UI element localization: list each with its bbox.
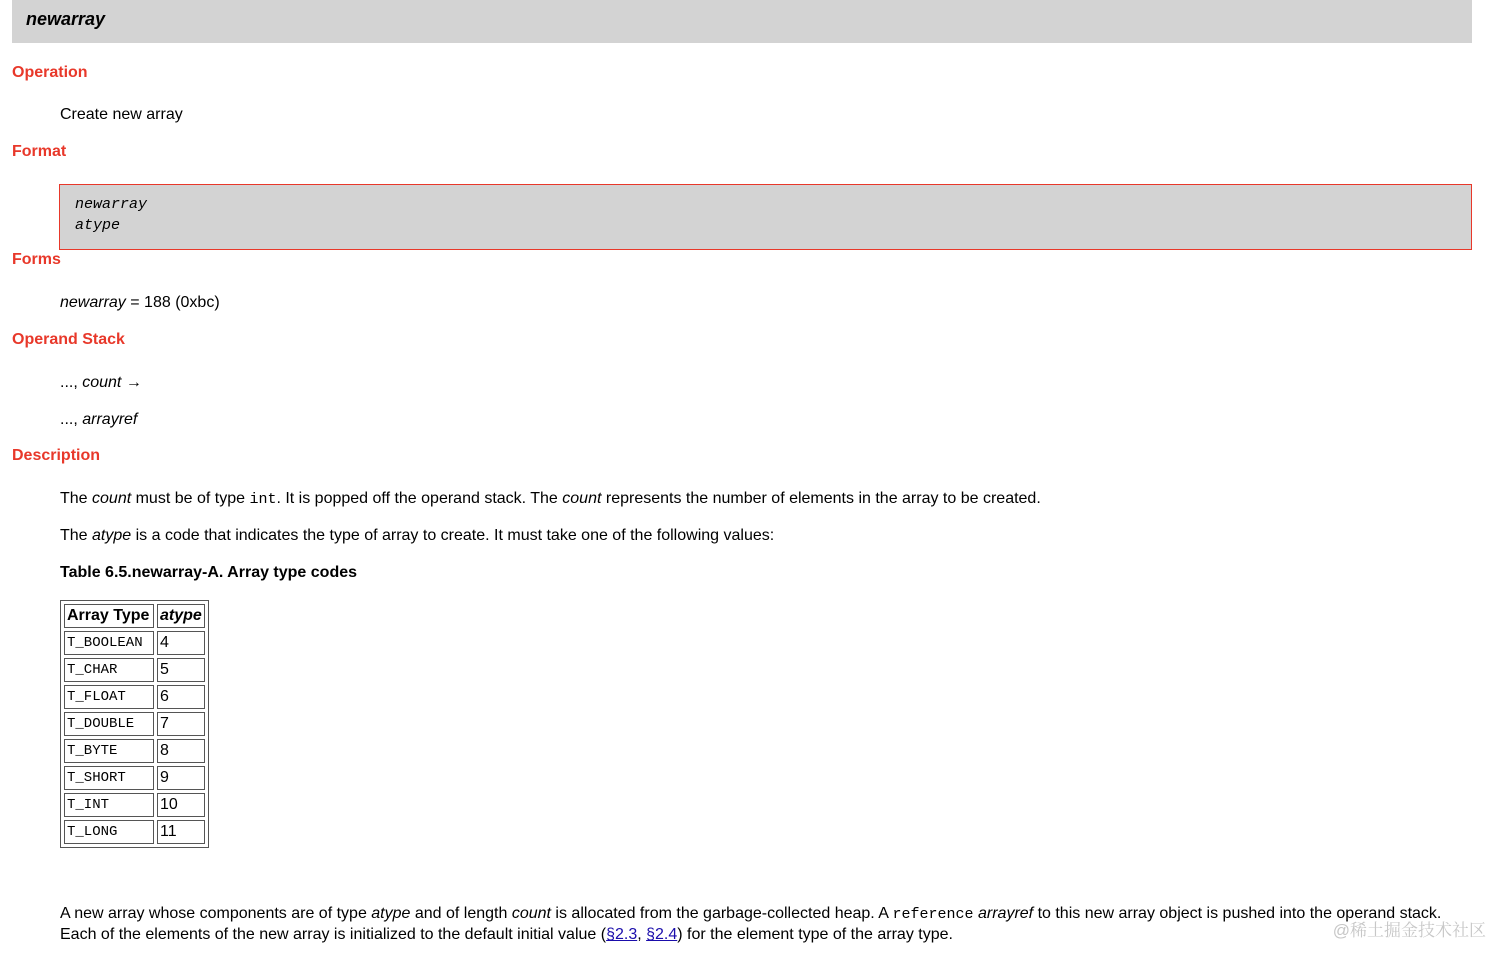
stack-before-prefix: ..., [60,374,83,391]
type-name: T_SHORT [64,766,154,790]
type-code: 4 [157,631,205,655]
heading-operation: Operation [12,64,88,81]
watermark: @稀土掘金技术社区 [1332,921,1486,940]
heading-forms: Forms [12,251,61,268]
page-title: newarray [26,9,106,29]
forms-text [60,294,220,312]
format-box [59,184,1472,250]
heading-description: Description [12,447,101,464]
d3-atype: atype [371,905,411,922]
table-row [64,739,205,763]
d2-atype: atype [92,527,132,544]
type-name: T_BOOLEAN [64,631,154,655]
heading-operand-stack: Operand Stack [12,331,125,348]
d3-count: count [511,905,551,922]
type-name: T_FLOAT [64,685,154,709]
description-para-2 [60,527,774,545]
d1-count: count [92,490,132,507]
table-row [64,631,205,655]
stack-after-name: arrayref [82,411,138,428]
d2-a: The [60,527,93,544]
stack-before-name: count [82,374,122,391]
format-line-opcode: newarray [75,196,148,213]
description-para-4 [60,926,953,944]
link-section-2-4[interactable]: §2.4 [646,926,678,943]
stack-after-prefix: ..., [60,411,83,428]
d3-i: to this new array object is pushed into the operand stack. [1033,905,1442,922]
d1-type-int: int [249,491,277,508]
d1-g: represents the number of elements in the array to be created. [601,490,1041,507]
link-section-2-3[interactable]: §2.3 [606,926,638,943]
type-name: T_LONG [64,820,154,844]
type-name: T_CHAR [64,658,154,682]
d1-e: . It is popped off the operand stack. The [276,490,563,507]
type-code: 9 [157,766,205,790]
d3-arrayref: arrayref [978,905,1034,922]
d2-c: is a code that indicates the type of array to create. It must take one of the following values: [131,527,775,544]
header-atype: atype [157,604,205,628]
arrow-icon: → [121,374,142,391]
stack-after [60,411,137,429]
d4-b: ) for the element type of the array type. [677,926,953,943]
table-row [64,685,205,709]
d1-a: The [60,490,93,507]
d3-a: A new array whose components are of type [60,905,372,922]
type-name: T_INT [64,793,154,817]
d3-reference: reference [892,906,974,923]
type-code: 5 [157,658,205,682]
type-code: 11 [157,820,205,844]
stack-before [60,374,142,392]
header-array-type: Array Type [64,604,154,628]
d1-c: must be of type [131,490,250,507]
table-row [64,712,205,736]
array-type-table [60,600,209,848]
type-code: 6 [157,685,205,709]
d1-count-2: count [562,490,602,507]
d4-a: Each of the elements of the new array is initialized to the default initial value ( [60,926,607,943]
d4-sep: , [637,926,647,943]
type-code: 10 [157,793,205,817]
table-row [64,820,205,844]
type-name: T_BYTE [64,739,154,763]
forms-name: newarray [60,294,126,311]
table-row [64,766,205,790]
d3-c: and of length [410,905,512,922]
table-row [64,793,205,817]
table-caption: Table 6.5.newarray-A. Array type codes [60,564,358,581]
table-header-row [64,604,205,628]
table-row [64,658,205,682]
forms-value: = 188 (0xbc) [125,294,220,311]
d3-e: is allocated from the garbage-collected heap. A [550,905,893,922]
description-para-3 [60,905,1441,923]
type-code: 8 [157,739,205,763]
type-name: T_DOUBLE [64,712,154,736]
format-line-operand: atype [75,217,121,234]
description-para-1 [60,490,1041,508]
heading-format: Format [12,143,67,160]
type-code: 7 [157,712,205,736]
title-bar [12,0,1472,43]
operation-text: Create new array [60,106,183,123]
